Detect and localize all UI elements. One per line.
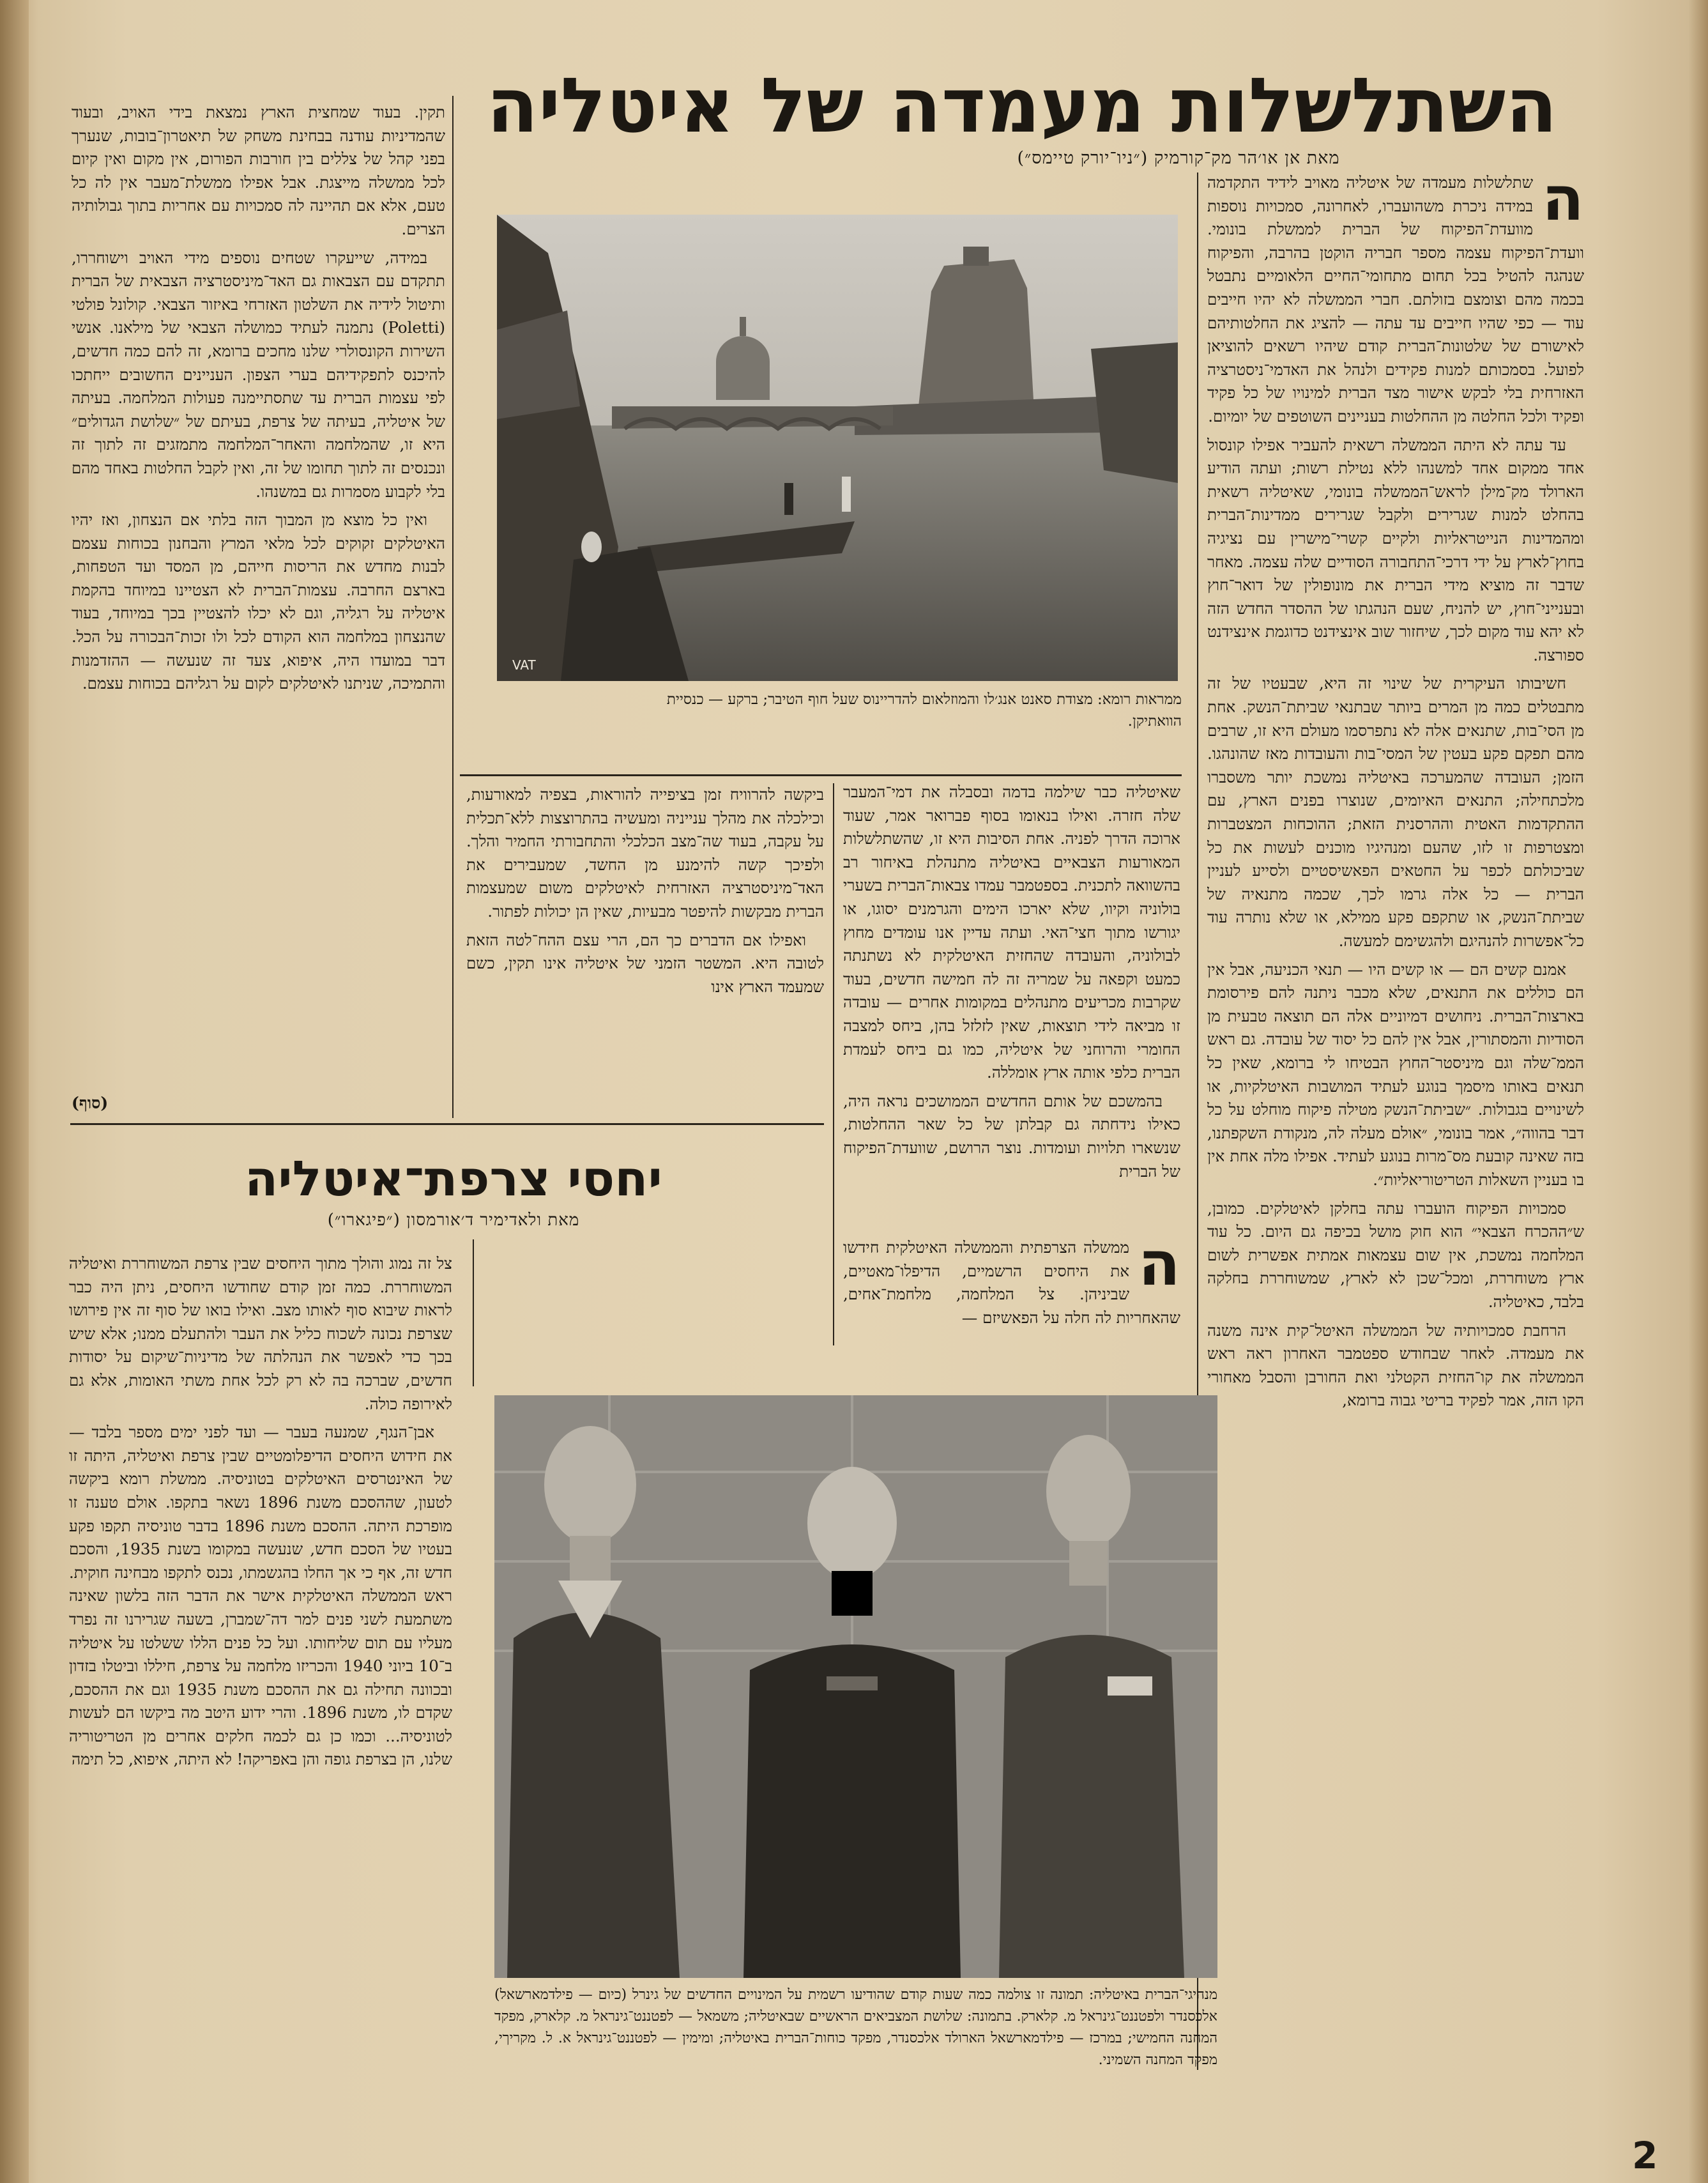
article2-title: יחסי צרפת־איטליה xyxy=(245,1150,662,1207)
column-divider xyxy=(833,783,834,1345)
end-marker: (סוף) xyxy=(72,1094,109,1112)
page-number: 2 xyxy=(1632,2134,1658,2177)
separator-line xyxy=(460,774,1182,776)
article2-paragraph: ממשלה הצרפתית והממשלה האיטלקית חידשו את היחסים הרשמיים, הדיפלו־מאטיים, שביניהן. צל המלחמה, מלחמת־אחים, שהאחריות לה חלה על הפאשיזם — xyxy=(843,1238,1180,1327)
article1-paragraph: שאיטליה כבר שילמה בדמה ובסבלה את דמי־המעבר שלה חזרה. ואילו בנאומו בסוף פברואר אמר, שעוד ארוכה הדרך לפניה. אחת הסיבות היא זו, שהשתלשלות המאורעות הצבאיים באיטליה מתנהלת באיחור רב בהשוואה לתכנית. בספטמבר עמדו צבאות־הברית בשערי בולוניה וקיוו, שלא יארכו הימים והגרמנים יסוגו, או יגורשו מתוך חצי־האי. ועתה עדיין אנו עומדים מחוץ לבולוניה, והעובדה שהחזית האיטלקית לא נשתנתה כמעט וקפאה על שמריה זה לה חמישה חדשים, בעוד שקרבות מכריעים מתנהלים במקומות אחרים — עובדה זו מביאה לידי תוצאות, שאין לזלזל בהן, ביחס למצבה החומרי והרוחני של איטליה, כמו גם ביחס לעמדת הברית כלפי אותה ארץ אומללה. xyxy=(843,783,1180,1082)
article2-paragraph: אבן־הנגף, שמנעה בעבר — ועד לפני ימים מספר בלבד — את חידוש היחסים הדיפלומטיים שבין צרפת ואיטליה, היתה זו של האינטרסים האיטלקים בטוניסיה. ממשלת רומא ביקשה לטעון, שההסכם משנת 1896 נשאר בתקפו. אולם טענה זו מופרכת היתה. ההסכם משנת 1896 בדבר טוניסיה תקפו פקע בעטיו של הסכם חדש, שנעשה במקומו בשנת 1935, והסכם חדש זה, אף כי אך החלו בהגשמתו, נכנס לתקפו מבחינה חוקית. ראש הממשלה האיטלקית אישר את הדבר הזה בלשון שאינה משתמעת לשני פנים למר דה־שמברן, בשעה שגרירנו זה נפרד מעליו עם תום שליחותו. ועל כל פנים הללו ששלטו על איטליה ב־10 ביוני 1940 והכריזו מלחמה על צרפת, חיללו וביטלו בזדון ובכוונה תחילה גם את ההסכם משנת 1935 וגם את ההסכם, שקדם לו, משנת 1896. והרי ידוע היטב מה ביקשו הם לעשות לטוניסיה... וכמו כן גם לכמה חלקים אחרים מן הטריטוריה שלנו, הן בצרפת גופה והן באפריקה! לא היתה, איפוא, כל תימה xyxy=(69,1423,452,1769)
article1-paragraph: אמנם קשים הם — או קשים היו — תנאי הכניעה, אבל אין הם כוללים את התנאים, שלא מכבר ניתנה להם פירסומת בארצות־הברית. ניחושים דמיוניים אלה הם תוצאה טבעית מן הסודיות והמסתורין, אבל אין להם כל יסוד של עובדה. גם ראש הממ־שלה וגם מיניסטר־החוץ הבטיחו לי ברומא, שאין כל תנאים באותו מיסמך בנוגע לעתיד המושבות האיטלקיות, או לשינויים בגבולות. ״שביתת־הנשק מטילה פיקוח מוחלט על כל דבר בהווה״, אמר בונומי, ״אולם מעלה לה, מנקודת השקפתנו, בזה שאינה קובעת מס־מרות בנוגע לעתיד. אפילו מלה אחת אין בו בעניין השאלות הטריטוריאליות״. xyxy=(1207,960,1584,1189)
article2-dropcap: ה xyxy=(1138,1236,1180,1299)
article2-column-left xyxy=(69,1252,452,2147)
binding-edge xyxy=(0,0,29,2183)
photo-watermark: VAT xyxy=(512,657,536,673)
column-divider xyxy=(473,1239,474,1386)
article1-paragraph: עד עתה לא היתה הממשלה רשאית להעביר אפילו קונסול אחד ממקום אחד למשנהו ללא נטילת רשות; ועתה הודיע הארולד מק־מילן לראש־הממשלה בונומי, שאיטליה רשאית בהחלט למנות שגרירים ולקבל שגרירים ממדינות־הברית ומהמדינות הנייטראליות ולקיים קשרי־מישרין עם נציגיה בחוץ־לארץ על ידי דרכי־התחבורה הסודיים שלה עצמה. מאחר שדבר זה מוציא מידי הברית את מונופולין של דואר־חוץ ובענייני־חוץ, יש להניח, שעם הנהגתו של ההסדר החדש הזה לא יהא עוד מקום לכך, שיחזור שוב אינצידנט כדוגמת אינצידנט ספורצה. xyxy=(1207,435,1584,664)
article1-paragraph: ואין כל מוצא מן המבוך הזה בלתי אם הנצחון, ואז יהיו האיטלקים זקוקים לכל מלאי המרץ והבחנון בכוחות עצמם לבנות מחדש את הריסות חייהם, מן המסד ועד הטפחות, בארצם החרבה. עצמות־הברית לא הצטיינו במיוחד בהקמת איטליה על רגליה, וגם לא יכלו להצטיין בכך במיוחד, בעוד שהנצחון במלחמה הוא הקודם לכל ולו זכות־הבכורה על הכל. דבר במועדו היה, איפוא, צעד זה שנעשה — ההזדמנות והתמיכה, שניתנו לאיטלקים לקום על רגליהם בכוחות עצמם. xyxy=(72,510,445,693)
article1-paragraph: סמכויות הפיקוח הועברו עתה בחלקן לאיטלקים. כמובן, ש״ההכרח הצבאי״ הוא חוק מושל בכיפה גם היום. כל עוד המלחמה נמשכת, אין שום עצמאות אמתית אפשרית לשום ארץ משוחררת, ומכל־שכן לא לארץ, שמשוחררת בחלקה בלבד, כאיטליה. xyxy=(1207,1199,1584,1311)
article1-paragraph: שתלשלות מעמדה של איטליה מאויב לידיד התקדמה במידה ניכרת משהועברו, לאחרונה, סמכויות נוספות מוועדת־הפיקוח של הברית לממשלת בונומי. וועדת־הפיקוח עצמה מספר חבריה הוקטן בהרבה, והפיקוח שנהגה להטיל בכל תחום מתחומי־החיים הלאומיים נתבטל בכמה מהם וצומצם בזולתם. חברי הממשלה לא יהיו חייבים עוד — כפי שהיו חייבים עד עתה — להציג את החלטותיהם לאישורם של שלטונות־הברית קודם שיהיו רשאים להוציאן לפועל. בסמכותם למנות פקידים ולנהל את האדמי־ניסטרציה האזרחית בלי לבקש אישור מצד הברית למינויו של כל פקיד ופקיד ולכל החלטה מן ההחלטות בעניינים השוטפים של יומיום. xyxy=(1207,173,1584,425)
generals-photo xyxy=(494,1395,1217,1978)
article1-column-far-left xyxy=(72,101,445,1117)
article1-paragraph: במידה, שייעקרו שטחים נוספים מידי האויב וישוחררו, תתקדם עם הצבאות גם האד־מיניסטרציה הצבאית של הברית ותיטול לידיה את השלטון האזרחי באיזור הצבאי. קולונל פולטי (Poletti) נתמנה לעתיד כמושלה הצבאי של מילאנו. אנשי השירות הקונסולרי שלנו מחכים ברומא, זה להם כמה חדשים, להיכנס לתפקידיהם בערי הצפון. העניינים החשובים ייחתכו לפי עצמות הברית עד שתסתיימנה פעולות המלחמה. בעיתה של איטליה, בעיתה של צרפת, בעיתם של ״שלושת הגדולים״ היא זו, שהמלחמה והאחר־המלחמה מתמזגים זה לתוך זה ונכנסים זה לתוך תחומו של זה, ואין לקבל החלטות באחד מהם בלי לקבוע מסמרות גם במשנהו. xyxy=(72,248,445,501)
page-right-edge xyxy=(1689,0,1708,2183)
rome-photo xyxy=(497,215,1178,681)
article1-column-right xyxy=(1207,171,1584,2069)
article1-paragraph: חשיבותו העיקרית של שינוי זה היא, שבעטיו של זה מתבטלים כמה מן המרים ביותר שבתנאי שביתת־הנשק. אחת מן הסי־בות, שתנאים אלה לא נתפרסמו מעולם היא זו, שרבים מהם תפקם פקע בעטין של המסי־בות והעובדות מאז שהונהגו. הזמן; העובדה שהמערכה באיטליה נמשכת יותר משסברו מלכתחילה; התנאים האיומים, שנוצרו בפנים הארץ, עם ההתקדמות האטית וההרסנית הזאת; ההוכחות המצטברות ומצטרפות זו לזו, שהעם ומנהיגיו מוכנים לעשות את כל שביכולתם לכפר על החטאים הפאשיסטיים ולסייע לעניין הברית — כל אלה גרמו לכך, שכמה מתנאיה של שביתת־הנשק, או שתקפם פקע ממילא, או שלא נותרה עוד כל־אפשרות להנהיגם ולהגשימם למעשה. xyxy=(1207,674,1584,950)
column-divider xyxy=(452,96,454,1118)
article1-paragraph: הרחבת סמכויותיה של הממשלה האיטל־קית אינה משנה את מעמדה. לאחר שבחודש ספטמבר האחרון ראה ראש הממשלה את קו־החזית הקטלני ואת החורבן והסבל מאחורי הקו הזה, אמר לפקיד בריטי גבוה ברומא, xyxy=(1207,1321,1584,1410)
article1-paragraph: בהמשכם של אותם החדשים הממושכים נראה היה, כאילו נידחתה גם קבלתן של כל שאר ההחלטות, שנשארו תלויות ועומדות. נוצר הרושם, שוועדת־הפיקוח של הברית xyxy=(843,1091,1180,1181)
article1-paragraph: ואפילו אם הדברים כך הם, הרי עצם ההח־לטה הזאת לטובה היא. המשטר הזמני של איטליה אינו תקין, כשם שמעמד הארץ אינו xyxy=(466,930,824,996)
generals-photo-image xyxy=(494,1395,1217,1978)
article2-paragraph: צל זה נמוג והולך מתוך היחסים שבין צרפת המשוחררת ואיטליה המשוחררת. כמה זמן קודם שחודשו היחסים, ניתן היה כבר לראות שיבוא סוף לאותו מצב. ואילו בואו של סוף זה אין פירושו שצרפת נכונה לשכוח כליל את העבר ולהתעלם ממנו; אלא שיש בכך כדי לאפשר את הנהלתה של מדיניות־שיקום על יסודות חדשים, שברכה בה לא רק לכל אחת משתי האומות, אלא גם לאירופה כולה. xyxy=(69,1254,452,1413)
article1-byline: מאת אן או׳הר מק־קורמיק (״ניו־יורק טיימס״) xyxy=(1017,148,1340,168)
article2-byline: מאת ולאדימיר ד׳אורמסון (״פיגארו״) xyxy=(327,1211,580,1230)
article1-column-left-middle xyxy=(466,783,824,1115)
rome-photo-caption: ממראות רומא: מצודת סאנט אנג׳לו והמוזלאום להדריינוס שעל חוף הטיבר; ברקע — כנסיית הוואתיקן. xyxy=(666,691,1182,730)
article1-paragraph: ביקשה להרוויח זמן בציפייה להוראות, בצפיה למאורעות, וכילכלה את מהלך ענייניה ומעשיה בהתרוצצות ללא־תכלית על עקבה, בעוד שה־מצב הכלכלי והתחבורתי החמיר והלך. ולפיכך קשה להימנע מן החשד, שמעבירים את האד־מיניסטרציה האזרחית לאיטלקים משום שמעצמות הברית מבקשות להיפטר מבעיות, שאין הן יכולות לפתור. xyxy=(466,785,824,921)
article2-column-right xyxy=(843,1236,1180,1364)
rome-photo-image xyxy=(497,215,1178,681)
generals-photo-caption: מנהיגי־הברית באיטליה: תמונה זו צולמה כמה שעות קודם שהודיעו רשמית על המינויים החדשים של גינרל (כיום — פילדמארשאל) אלכסנדר ולפטננט־גינראל מ. קלארק. בתמונה: שלושת המצביאים הראשיים שבאיטליה; משמאל — לפטננט־גינראל מ. קלארק, מפקד המחנה החמישי; במרכז — פילדמארשאל הארולד אלכסנדר, מפקד כוחות־הברית באיטליה; ומימין — לפטננט־גינראל א. ל. מקריךי, מפקד המחנה השמיני. xyxy=(494,1987,1217,2068)
article1-title: השתלשלות מעמדה של איטליה xyxy=(486,61,1558,149)
article1-paragraph: תקין. בעוד שמחצית הארץ נמצאת בידי האויב, ובעוד שהמדיניות עודנה בבחינת משחק של תיאטרון־בובות, שנערך בפני קהל של צללים בין חורבות הפורום, אין מקום ואין קיום לכל ממשלה מייצגת. אבל אפילו ממשלת־מעבר אין לה כל טעם, אלא אם תהיינה לה סמכויות עם אחריות בתוך גבולותיה הצרים. xyxy=(72,103,445,238)
article1-dropcap: ה xyxy=(1542,171,1584,234)
separator-line xyxy=(70,1123,824,1125)
